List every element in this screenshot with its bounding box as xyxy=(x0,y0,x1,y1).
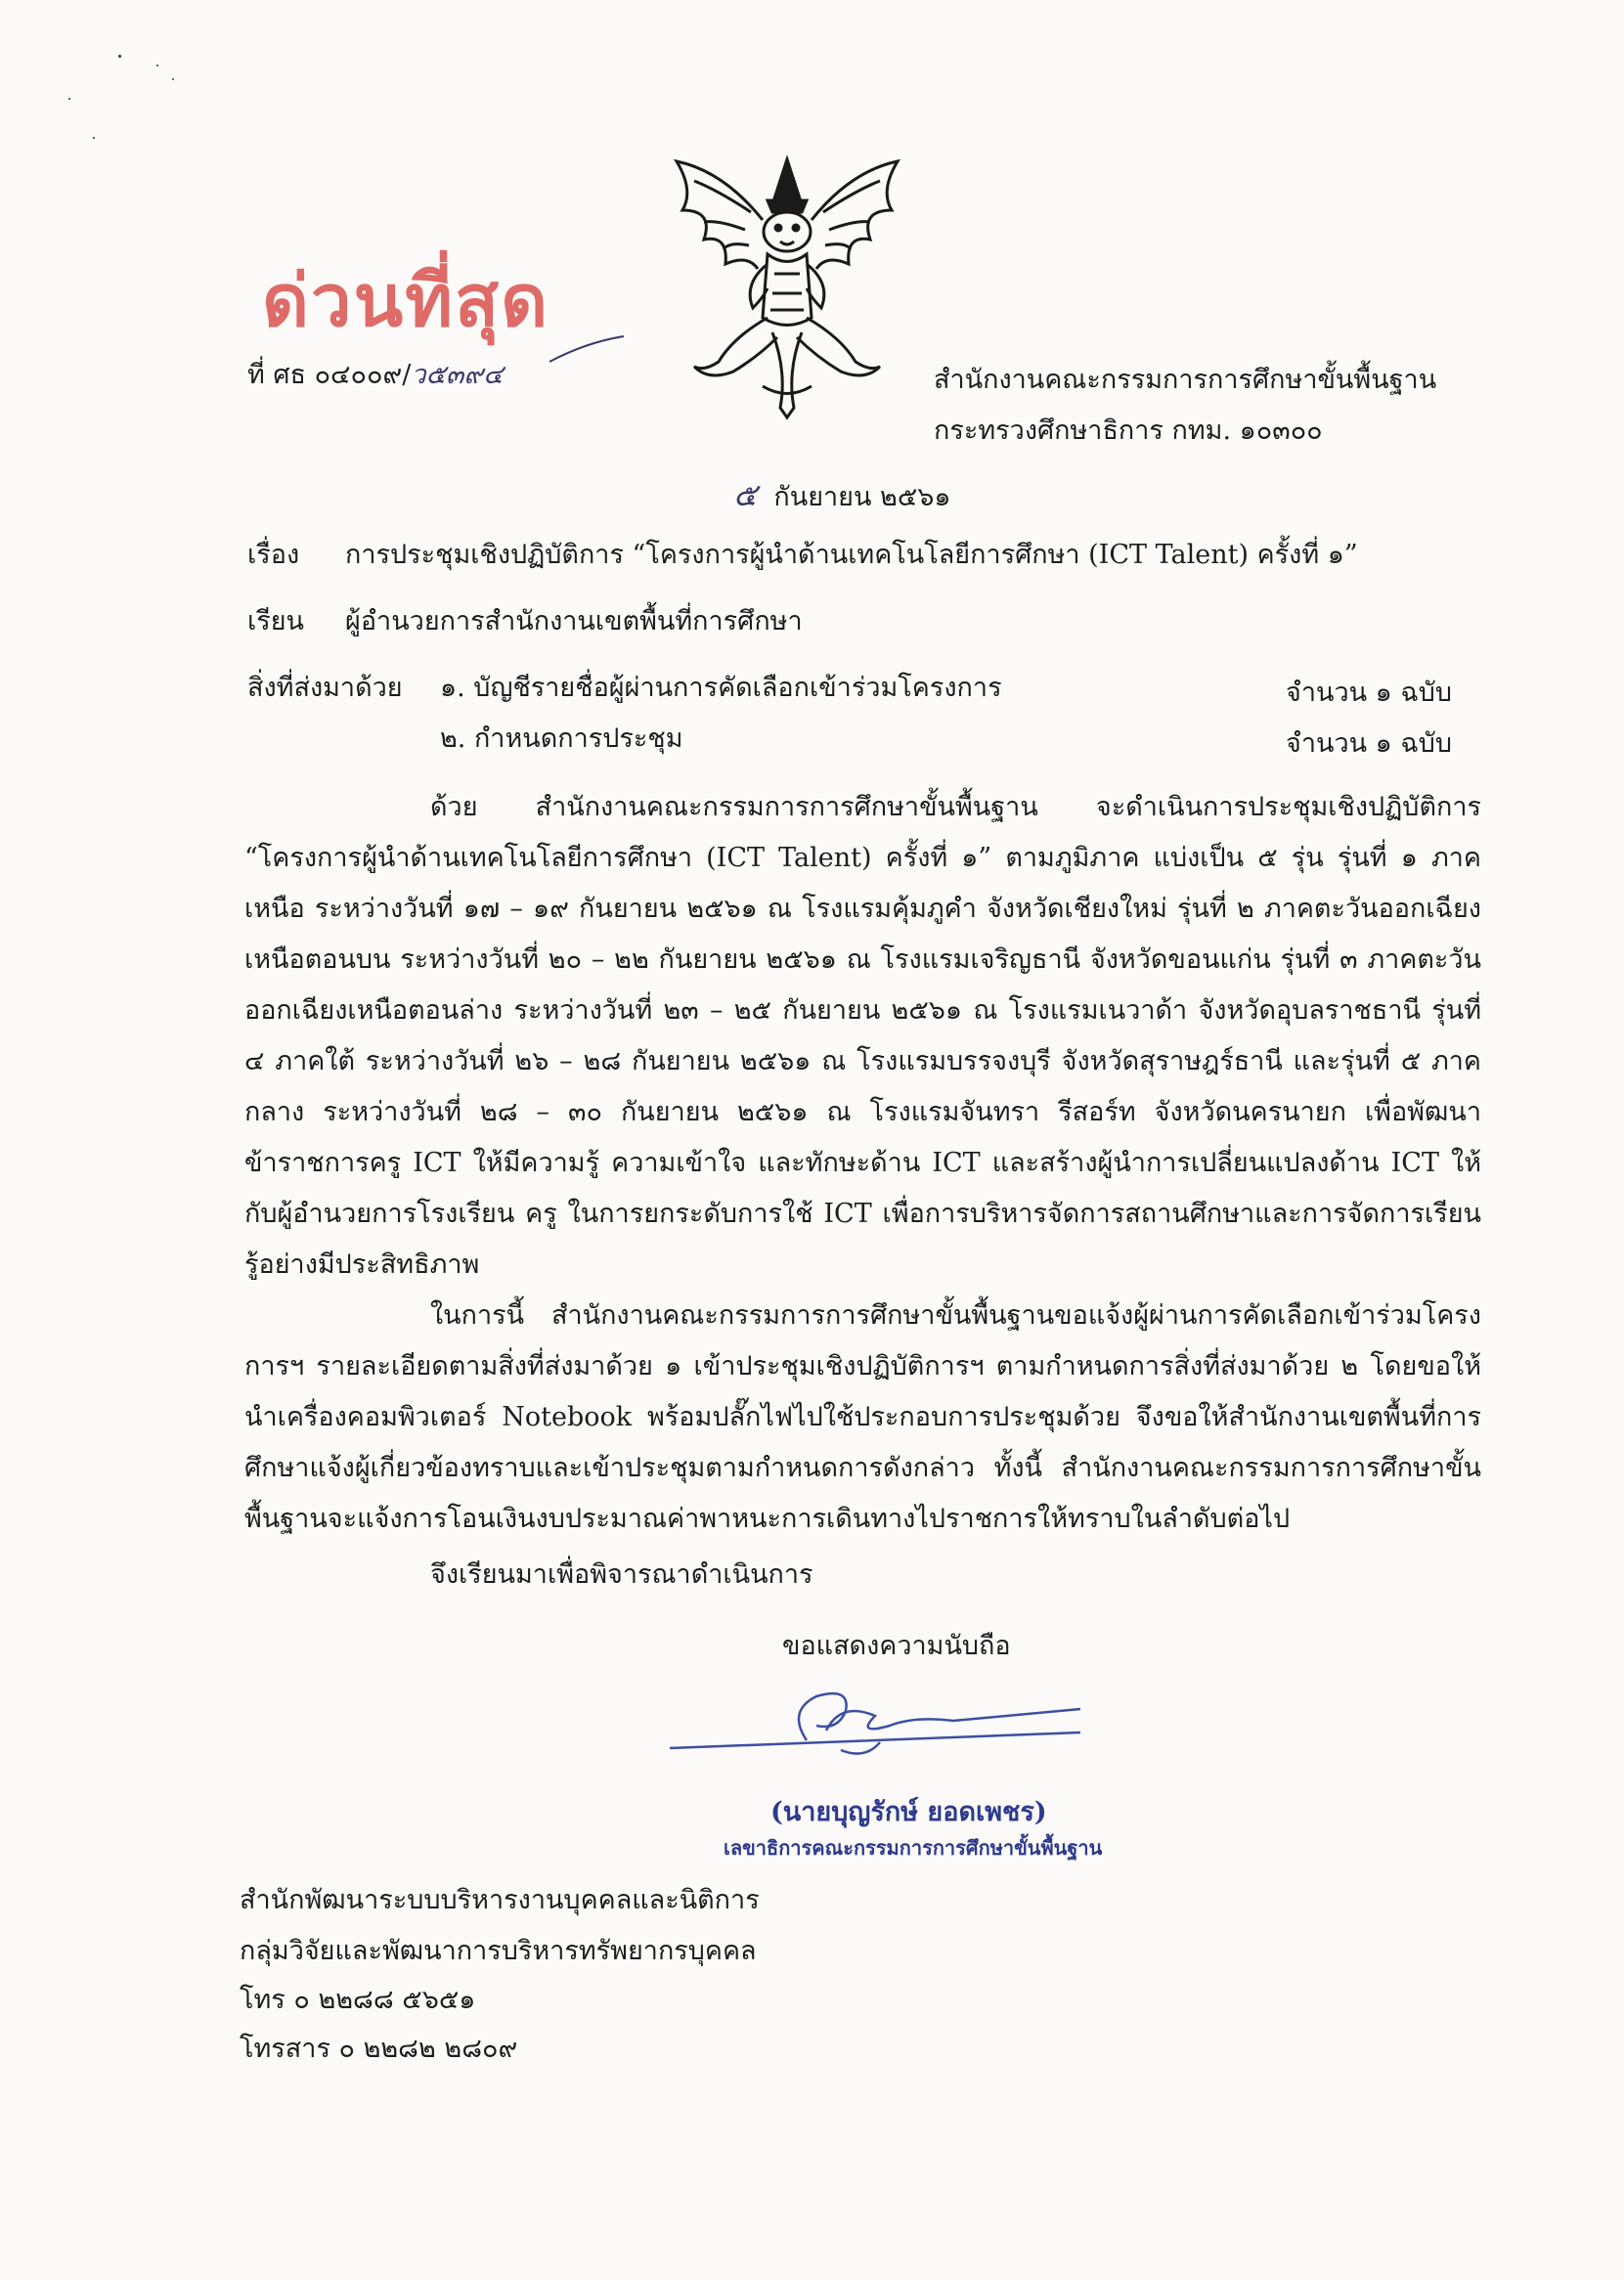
scan-speck xyxy=(118,55,121,58)
document-number xyxy=(247,360,504,391)
date-day-handwritten: ๕ xyxy=(733,476,758,513)
paragraph-2-text: ในการนี้ สำนักงานคณะกรรมการการศึกษาขั้นพื้นฐานขอแจ้งผู้ผ่านการคัดเลือกเข้าร่วมโครงการฯ รายละเอียดตามสิ่งที่ส่งมาด้วย ๑ เข้าประชุมเชิงปฏิบัติการฯ ตามกำหนดการสิ่งที่ส่งมาด้วย ๒ โดยขอให้นำเครื่องคอมพิวเตอร์ Notebook พร้อมปลั๊กไฟไปใช้ประกอบการประชุมด้วย จึงขอให้สำนักงานเขตพื้นที่การศึกษาแจ้งผู้เกี่ยวข้องทราบและเข้าประชุมตามกำหนดการดังกล่าว ทั้งนี้ สำนักงานคณะกรรมการการศึกษาขั้นพื้นฐานจะแจ้งการโอนเงินงบประมาณค่าพาหนะการเดินทางไปราชการให้ทราบในลำดับต่อไป xyxy=(244,1300,1481,1534)
subject-label: เรื่อง xyxy=(247,540,300,570)
footer-phone: โทร ๐ ๒๒๘๘ ๕๖๕๑ xyxy=(240,1985,476,2015)
subject-text: การประชุมเชิงปฏิบัติการ “โครงการผู้นำด้านเทคโนโลยีการศึกษา (ICT Talent) ครั้งที่ ๑” xyxy=(345,540,1358,570)
signer-position: เลขาธิการคณะกรรมการการศึกษาขั้นพื้นฐาน xyxy=(724,1836,1103,1860)
signature-graphic xyxy=(670,1672,1090,1770)
enclosure-count: จำนวน ๑ ฉบับ xyxy=(1286,678,1453,708)
date-month-year: กันยายน ๒๕๖๑ xyxy=(773,482,951,512)
footer-group: กลุ่มวิจัยและพัฒนาการบริหารทรัพยากรบุคคล xyxy=(240,1936,757,1966)
recipient-label: เรียน xyxy=(247,606,305,636)
enclosure-item: ๑. บัญชีรายชื่อผู้ผ่านการคัดเลือกเข้าร่วมโครงการ xyxy=(440,673,1002,703)
handwritten-underline xyxy=(548,332,626,372)
footer-department: สำนักพัฒนาระบบบริหารงานบุคคลและนิติการ xyxy=(240,1885,760,1915)
scan-speck xyxy=(172,78,174,80)
closing-phrase: ขอแสดงความนับถือ xyxy=(782,1631,1011,1661)
enclosure-item: ๒. กำหนดการประชุม xyxy=(440,723,683,754)
urgency-stamp: ด่วนที่สุด xyxy=(262,259,550,343)
body-paragraph-2 xyxy=(244,1291,1481,1545)
recipient-text: ผู้อำนวยการสำนักงานเขตพื้นที่การศึกษา xyxy=(345,606,803,636)
enclosure-label: สิ่งที่ส่งมาด้วย xyxy=(247,673,403,703)
paragraph-1-text: ด้วย สำนักงานคณะกรรมการการศึกษาขั้นพื้นฐาน จะดำเนินการประชุมเชิงปฏิบัติการ “โครงการผู้นำด้านเทคโนโลยีการศึกษา (ICT Talent) ครั้งที่ ๑” ตามภูมิภาค แบ่งเป็น ๕ รุ่น รุ่นที่ ๑ ภาคเหนือ ระหว่างวันที่ ๑๗ – ๑๙ กันยายน ๒๕๖๑ ณ โรงแรมคุ้มภูคำ จังหวัดเชียงใหม่ รุ่นที่ ๒ ภาคตะวันออกเฉียงเหนือตอนบน ระหว่างวันที่ ๒๐ – ๒๒ กันยายน ๒๕๖๑ ณ โรงแรมเจริญธานี จังหวัดขอนแก่น รุ่นที่ ๓ ภาคตะวันออกเฉียงเหนือตอนล่าง ระหว่างวันที่ ๒๓ – ๒๕ กันยายน ๒๕๖๑ ณ โรงแรมเนวาด้า จังหวัดอุบลราชธานี รุ่นที่ ๔ ภาคใต้ ระหว่างวันที่ ๒๖ – ๒๘ กันยายน ๒๕๖๑ ณ โรงแรมบรรจงบุรี จังหวัดสุราษฎร์ธานี และรุ่นที่ ๕ ภาคกลาง ระหว่างวันที่ ๒๘ – ๓๐ กันยายน ๒๕๖๑ ณ โรงแรมจันทรา รีสอร์ท จังหวัดนครนายก เพื่อพัฒนาข้าราชการครู ICT ให้มีความรู้ ความเข้าใจ และทักษะด้าน ICT และสร้างผู้นำการเปลี่ยนแปลงด้าน ICT ให้กับผู้อำนวยการโรงเรียน ครู ในการยกระดับการใช้ ICT เพื่อการบริหารจัดการสถานศึกษาและการจัดการเรียนรู้อย่างมีประสิทธิภาพ xyxy=(244,792,1481,1280)
enclosure-count: จำนวน ๑ ฉบับ xyxy=(1286,728,1453,759)
garuda-emblem-icon xyxy=(665,152,909,425)
letter-date xyxy=(733,476,951,513)
document-number-handwritten: ว๕๓๙๔ xyxy=(411,360,504,390)
body-paragraph-1 xyxy=(244,782,1481,1291)
scan-speck xyxy=(93,137,95,139)
office-name: สำนักงานคณะกรรมการการศึกษาขั้นพื้นฐาน xyxy=(934,365,1437,395)
signer-name: (นายบุญรักษ์ ยอดเพชร) xyxy=(770,1797,1047,1827)
scan-speck xyxy=(68,98,70,100)
office-address: กระทรวงศึกษาธิการ กทม. ๑๐๓๐๐ xyxy=(934,416,1323,446)
scan-speck xyxy=(156,65,158,66)
closing-request: จึงเรียนมาเพื่อพิจารณาดำเนินการ xyxy=(430,1559,813,1590)
footer-fax: โทรสาร ๐ ๒๒๘๒ ๒๘๐๙ xyxy=(240,2034,518,2064)
document-number-label: ที่ ศธ ๐๔๐๐๙/ xyxy=(247,360,412,390)
